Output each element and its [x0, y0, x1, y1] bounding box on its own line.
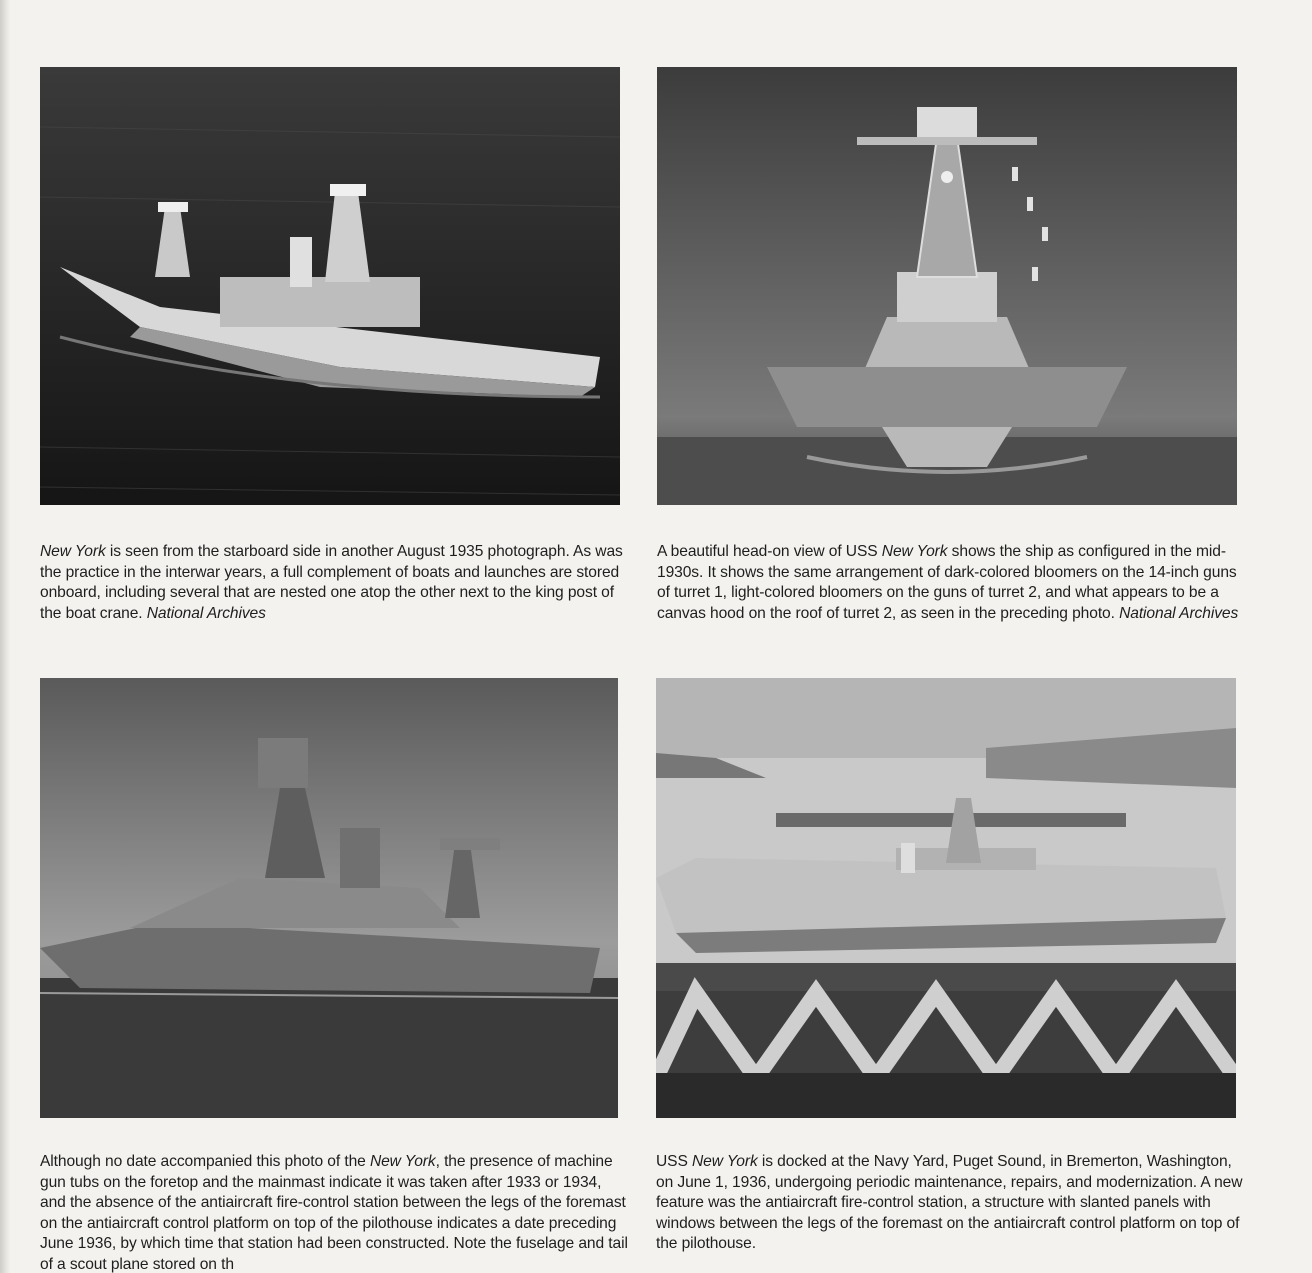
ship-name: New York: [692, 1153, 758, 1170]
caption-text-body: , the presence of machine gun tubs on the foretop and the mainmast indicate it was taken after 1933 or 1934, and the absence of the antiaircraft fire-control station between the legs of the foremast on the antiaircraft control platform on top of the pilothouse indicates a date preceding June 1936, by which time that station had been constructed. Note the fuselage and tail of a scout plane stored on th: [40, 1153, 628, 1273]
caption-starboard-side: [40, 542, 630, 624]
photo-credit: National Archives: [146, 604, 266, 622]
caption-bow-quarter-view: [40, 1152, 630, 1273]
caption-text-body: is docked at the Navy Yard, Puget Sound, in Bremerton, Washington, on June 1, 1936, undergoing periodic maintenance, repairs, and modernization. A new feature was the antiaircraft fire-control station, a structure with slanted panels with windows between the legs of the foremast on the antiaircraft control platform on top of the pilothouse.: [656, 1153, 1243, 1253]
page-gutter-shadow: [0, 0, 10, 1273]
ship-name: New York: [881, 543, 948, 560]
caption-head-on-view: [657, 542, 1247, 624]
photo-head-on-view: [657, 67, 1237, 505]
photo-docked-navy-yard: [656, 678, 1236, 1118]
caption-text-body: is seen from the starboard side in another August 1935 photograph. As was the practice in the interwar years, a full complement of boats and launches are stored onboard, including several that are nested one atop the other next to the king post of the boat crane.: [40, 543, 623, 622]
caption-text-pre: A beautiful head-on view of USS: [657, 543, 882, 560]
caption-docked-navy-yard: [656, 1152, 1246, 1255]
ship-name: New York: [40, 543, 106, 560]
ship-name: New York: [369, 1153, 436, 1170]
photo-starboard-side: [40, 67, 620, 505]
photo-bow-quarter-view: [40, 678, 618, 1118]
caption-text-body: shows the ship as configured in the mid-1930s. It shows the same arrangement of dark-colored bloomers on the 14-inch guns of turret 1, light-colored bloomers on the guns of turret 2, and what appears to be a canvas hood on the roof of turret 2, as seen in the preceding photo.: [657, 543, 1237, 622]
caption-text-pre: Although no date accompanied this photo of the: [40, 1153, 370, 1170]
photo-credit: National Archives: [1119, 604, 1239, 622]
caption-text-pre: USS: [656, 1153, 692, 1170]
